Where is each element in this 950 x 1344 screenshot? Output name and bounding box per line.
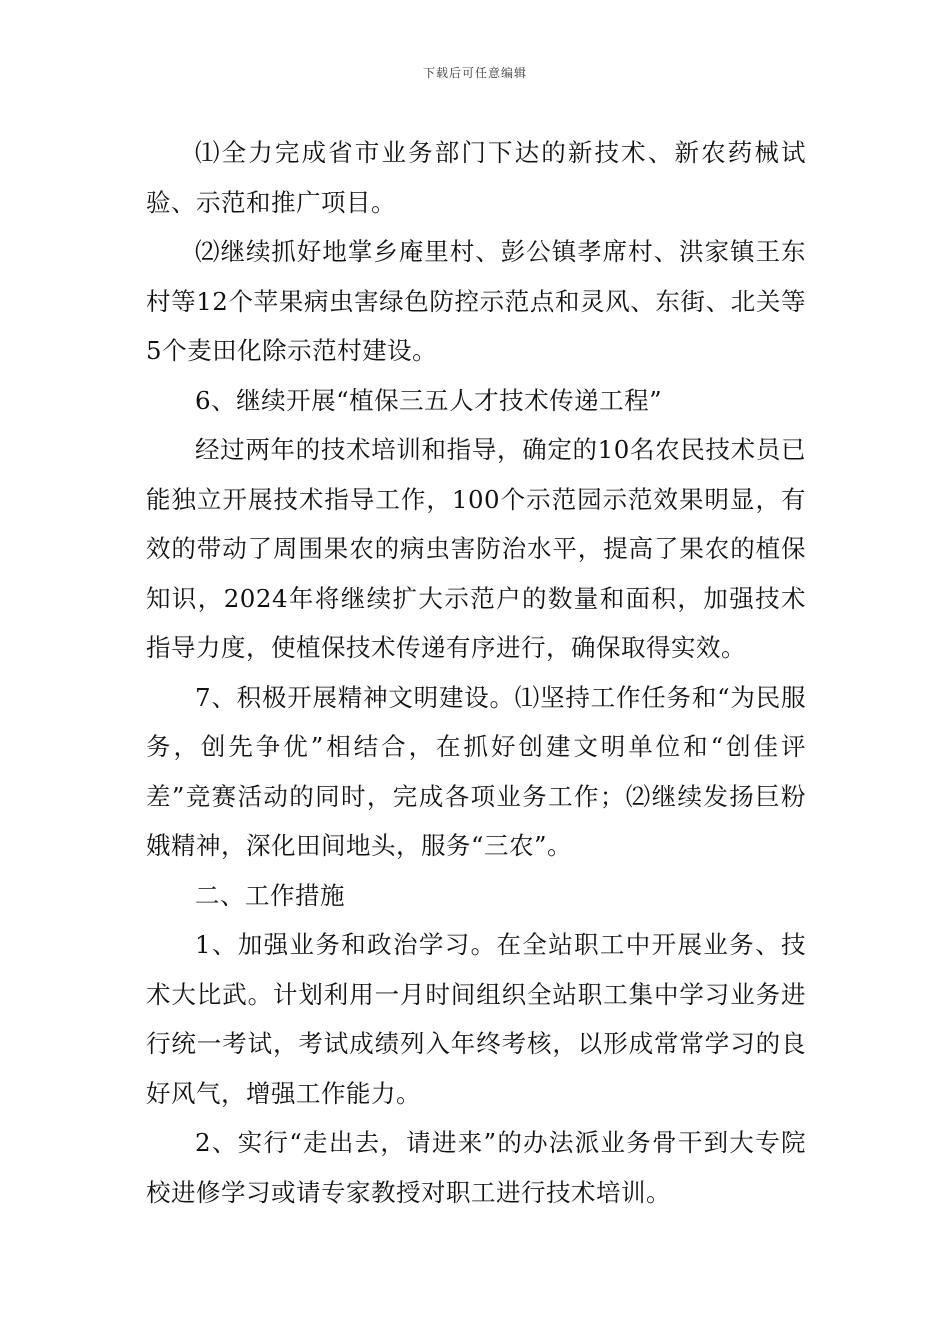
section-heading-measures: 二、工作措施 [195, 880, 345, 910]
document-body [146, 128, 806, 1217]
section-heading-6: 6、继续开展“植保三五人才技术传递工程” [195, 385, 663, 415]
paragraph-5: 1、加强业务和政治学习。在全站职工中开展业务、技术大比武。计划利用一月时间组织全站职工集中学习业务进行统一考试，考试成绩列入年终考核，以形成常常学习的良好风气，增强工作能力。 [146, 930, 806, 1108]
paragraph-1: ⑴全力完成省市业务部门下达的新技术、新农药械试验、示范和推广项目。 [146, 138, 806, 217]
paragraph-3: 经过两年的技术培训和指导，确定的10名农民技术员已能独立开展技术指导工作，100个示范园示范效果明显，有效的带动了周围果农的病虫害防治水平，提高了果农的植保知识，2024年将继续扩大示范户的数量和面积，加强技术指导力度，使植保技术传递有序进行，确保取得实效。 [146, 435, 806, 662]
paragraph-2: ⑵继续抓好地掌乡庵里村、彭公镇孝席村、洪家镇王东村等12个苹果病虫害绿色防控示范点和灵风、东街、北关等5个麦田化除示范村建设。 [146, 237, 806, 365]
paragraph-6: 2、实行“走出去，请进来”的办法派业务骨干到大专院校进修学习或请专家教授对职工进行技术培训。 [146, 1128, 806, 1207]
paragraph-4: 7、积极开展精神文明建设。⑴坚持工作任务和“为民服务，创先争优”相结合，在抓好创建文明单位和“创佳评差”竞赛活动的同时，完成各项业务工作；⑵继续发扬巨粉娥精神，深化田间地头，服务“三农”。 [146, 682, 806, 860]
page-header: 下载后可任意编辑 [422, 66, 527, 80]
